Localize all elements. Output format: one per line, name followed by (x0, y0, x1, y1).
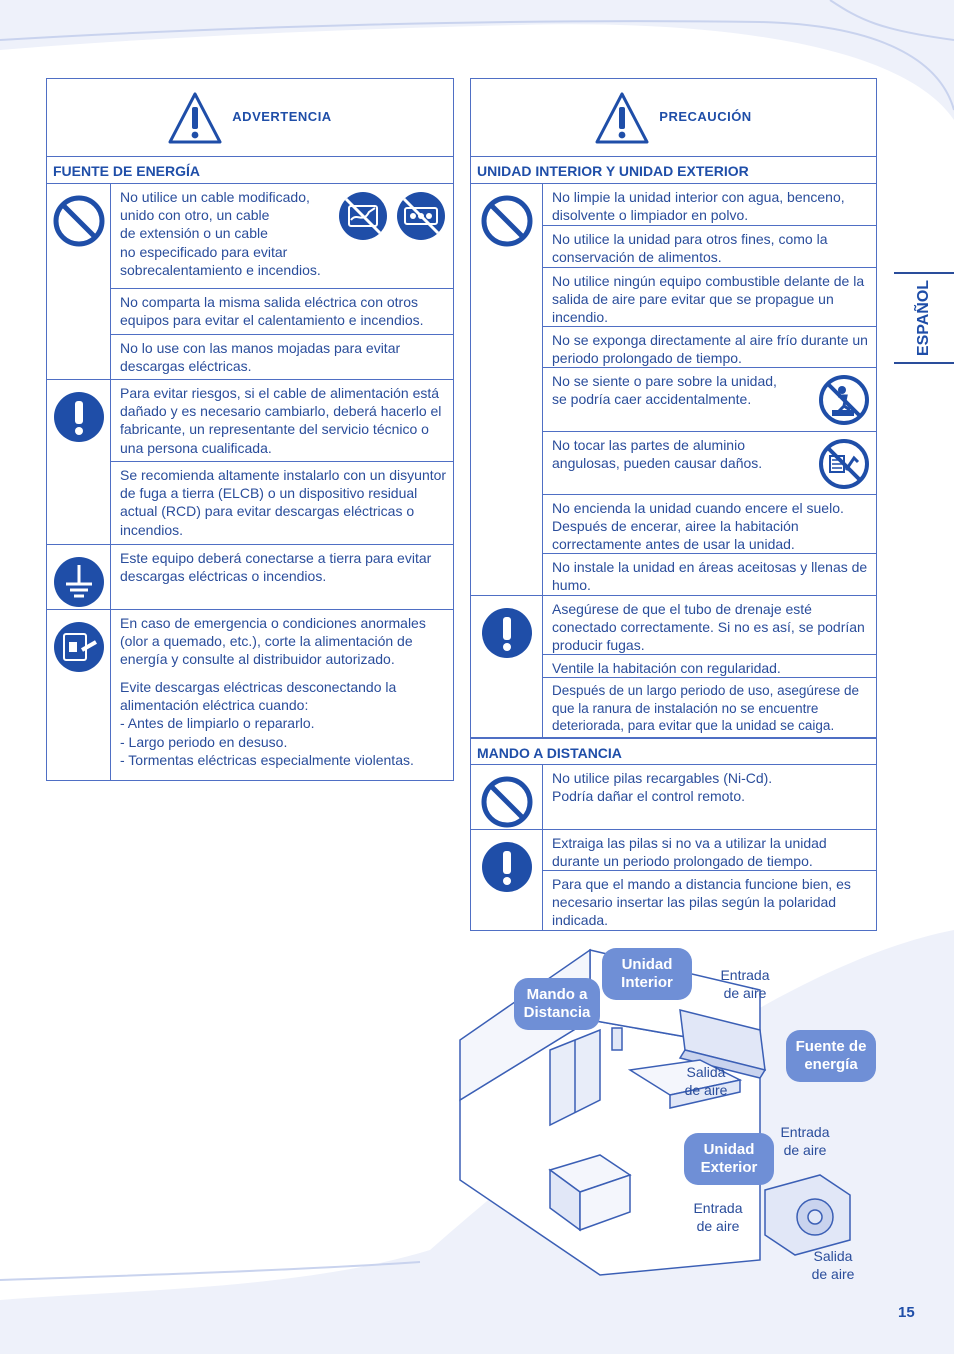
section-indoor-outdoor: UNIDAD INTERIOR Y UNIDAD EXTERIOR (471, 157, 876, 184)
list-item: En caso de emergencia o condiciones anormales (olor a quemado, etc.), corte la alimentación de energía y consulte al distribuidor autorizado. (120, 615, 426, 668)
list-item: Para evitar riesgos, si el cable de alimentación está dañado y es necesario cambiarlo, deberá hacerlo el fabricante, un representante del servicio técnico o una persona cualificada. (111, 380, 453, 462)
label-air-outlet-outdoor: Salida de aire (811, 1248, 855, 1282)
caution-group-remote-prohibit (471, 765, 876, 830)
list-item: No se siente o pare sobre la unidad, se podría caer accidentalmente. (543, 368, 876, 432)
section-remote-control: MANDO A DISTANCIA (471, 738, 876, 765)
list-item: No utilice ningún equipo combustible delante de la salida de aire pare evitar que se propague un incendio. (543, 268, 876, 327)
list-item: Extraiga las pilas si no va a utilizar la unidad durante un periodo prolongado de tiempo. (543, 830, 876, 871)
list-item: No utilice la unidad para otros fines, como la conservación de alimentos. (543, 226, 876, 268)
warning-group-mandatory (47, 380, 453, 545)
mandatory-exclamation-icon (480, 840, 534, 894)
list-item: No utilice un cable modificado, unido con otro, un cable de extensión o un cable no especificado para evitar sobrecalentamiento e incendios. (111, 184, 453, 289)
caution-group-prohibit (471, 184, 876, 596)
label-air-outlet-indoor: Salida de aire (684, 1064, 728, 1098)
no-shared-outlet-icon (395, 190, 447, 242)
caution-group-remote-mandatory (471, 830, 876, 930)
warning-triangle-icon (168, 91, 222, 145)
section-power-source: FUENTE DE ENERGÍA (47, 157, 453, 184)
warning-panel (46, 78, 454, 781)
list-item: Se recomienda altamente instalarlo con un disyuntor de fuga a tierra (ELCB) o un dispositivo residual actual (RCD) para evitar descargas eléctricas o incendios. (120, 467, 447, 538)
warning-group-ground (47, 545, 453, 610)
ground-icon (52, 555, 106, 609)
caution-group-mandatory (471, 596, 876, 738)
list-item: Asegúrese de que el tubo de drenaje esté conectado correctamente. Si no es así, se podrían producir fugas. (543, 596, 876, 655)
callout-outdoor-unit: Unidad Exterior (684, 1133, 774, 1185)
label-air-inlet-left: Entrada de aire (693, 1200, 743, 1234)
unplug-icon (52, 620, 106, 674)
caution-panel (470, 78, 877, 931)
prohibition-icon (480, 775, 534, 829)
no-modified-cable-icon (337, 190, 389, 242)
list-item: No utilice pilas recargables (Ni-Cd). Podría dañar el control remoto. (552, 770, 773, 805)
list-item: No limpie la unidad interior con agua, benceno, disolvente o limpiador en polvo. (543, 184, 876, 226)
page-number: 15 (898, 1304, 915, 1321)
no-touch-fins-icon (818, 438, 870, 490)
list-item: Evite descargas eléctricas desconectando la alimentación eléctrica cuando: - Antes de limpiarlo o repararlo. - Largo periodo en desuso. - Tormentas eléctricas especialmente violentas. (120, 679, 414, 768)
list-item: Para que el mando a distancia funcione bien, es necesario insertar las pilas según la polaridad indicada. (552, 876, 851, 929)
prohibition-icon (480, 194, 534, 248)
warning-title: ADVERTENCIA (232, 109, 332, 125)
list-item: Este equipo deberá conectarse a tierra para evitar descargas eléctricas o incendios. (120, 550, 432, 585)
warning-group-prohibit (47, 184, 453, 380)
list-item: No encienda la unidad cuando encere el suelo. Después de encerar, airee la habitación correctamente antes de usar la unidad. (543, 495, 876, 554)
language-tab (894, 272, 954, 364)
caution-header (471, 79, 876, 157)
label-air-inlet-top: Entrada de aire (720, 967, 770, 1001)
list-item: Ventile la habitación con regularidad. (543, 655, 876, 678)
list-item: No se exponga directamente al aire frío durante un periodo prolongado de tiempo. (543, 327, 876, 368)
list-item: No comparta la misma salida eléctrica con otros equipos para evitar el calentamiento e incendios. (111, 289, 453, 335)
mandatory-exclamation-icon (52, 390, 106, 444)
warning-header (47, 79, 453, 157)
list-item: No tocar las partes de aluminio angulosas, pueden causar daños. (543, 432, 876, 495)
callout-remote: Mando a Distancia (514, 978, 600, 1030)
list-item: No instale la unidad en áreas aceitosas y llenas de humo. (552, 559, 868, 594)
label-air-inlet-right: Entrada de aire (780, 1124, 830, 1158)
no-climbing-icon (818, 374, 870, 426)
caution-triangle-icon (595, 91, 649, 145)
prohibition-icon (52, 194, 106, 248)
caution-title: PRECAUCIÓN (659, 109, 752, 125)
list-item: No lo use con las manos mojadas para evitar descargas eléctricas. (120, 340, 401, 375)
warning-group-unplug (47, 610, 453, 780)
callout-indoor-unit: Unidad Interior (602, 948, 692, 1000)
list-item: Después de un largo periodo de uso, asegúrese de que la ranura de instalación no se encuentre deteriorada, para evitar que la unidad se caiga. (552, 683, 859, 734)
callout-power-source: Fuente de energía (786, 1030, 876, 1082)
language-label: ESPAÑOL (915, 279, 932, 357)
mandatory-exclamation-icon (480, 606, 534, 660)
